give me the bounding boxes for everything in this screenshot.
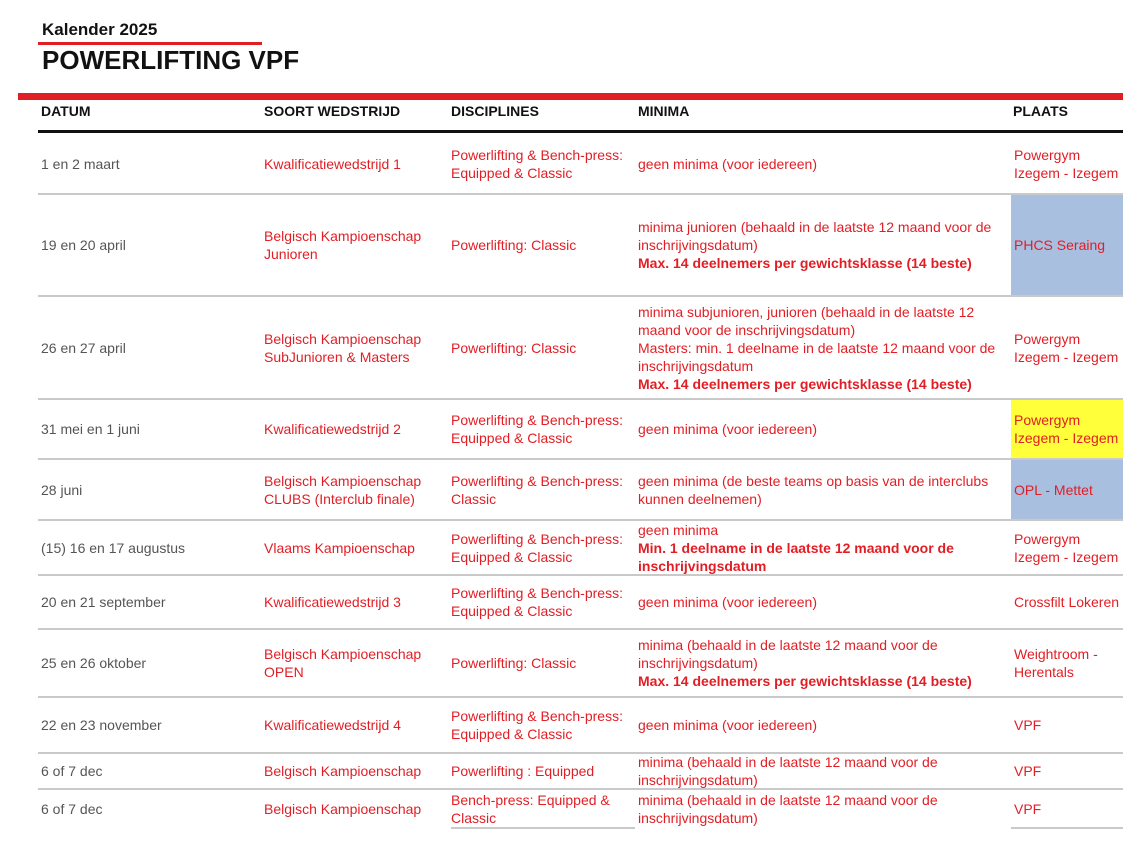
column-header-minima: MINIMA [638, 103, 690, 119]
place-cell [1011, 195, 1123, 295]
type-cell [264, 460, 444, 519]
type-cell-text: Vlaams Kampioenschap [264, 539, 415, 556]
disciplines-cell [451, 790, 635, 827]
table-row [0, 790, 1146, 827]
column-header-type: SOORT WEDSTRIJD [264, 103, 401, 119]
minima-cell [638, 297, 1010, 398]
minima-cell [638, 521, 1010, 574]
disciplines-cell [451, 460, 635, 519]
type-cell [264, 754, 444, 788]
subtitle: Kalender 2025 [42, 20, 158, 39]
date-cell-text: 1 en 2 maart [41, 156, 120, 172]
type-cell [264, 521, 444, 574]
type-cell-text: Kwalificatiewedstrijd 3 [264, 594, 401, 610]
minima-extra-text: Masters: min. 1 deelname in de laatste 12 maand voor de inschrijvingsdatum [638, 339, 996, 374]
place-cell [1013, 754, 1123, 788]
minima-text: minima (behaald in de laatste 12 maand voor de inschrijvingsdatum) [638, 754, 938, 788]
place-cell-text: Powergym Izegem - Izegem [1014, 530, 1119, 565]
table-row [0, 135, 1146, 193]
place-cell-text: Powergym Izegem - Izegem [1014, 330, 1119, 365]
minima-text: geen minima (voor iedereen) [638, 717, 817, 733]
place-cell [1013, 521, 1123, 574]
date-cell-text: 31 mei en 1 juni [41, 421, 140, 437]
table-row [0, 576, 1146, 628]
type-cell-text: Kwalificatiewedstrijd 2 [264, 421, 401, 437]
page-title: POWERLIFTING VPF [42, 45, 300, 75]
minima-text: minima subjunioren, junioren (behaald in de laatste 12 maand voor de inschrijvingsdatum) [638, 303, 975, 338]
column-header-date: DATUM [41, 103, 91, 119]
date-cell [41, 790, 256, 827]
type-cell-text: Belgisch Kampioenschap SubJunioren & Masters [264, 330, 422, 365]
disciplines-cell [451, 754, 635, 788]
disciplines-cell [451, 400, 635, 458]
disciplines-cell-text: Powerlifting & Bench-press: Equipped & Classic [451, 585, 623, 619]
place-cell [1013, 790, 1123, 827]
column-header-disciplines: DISCIPLINES [451, 103, 539, 119]
table-row [0, 698, 1146, 752]
table-row [0, 195, 1146, 295]
date-cell [41, 460, 256, 519]
place-cell [1013, 135, 1123, 193]
minima-cell [638, 135, 1010, 193]
date-cell [41, 195, 256, 295]
type-cell [264, 576, 444, 628]
type-cell-text: Belgisch Kampioenschap Junioren [264, 228, 422, 262]
table-row [0, 521, 1146, 574]
type-cell-text: Belgisch Kampioenschap [264, 763, 422, 779]
place-cell-text: Crossfilt Lokeren [1014, 594, 1120, 610]
type-cell [264, 195, 444, 295]
minima-cell [638, 576, 1010, 628]
minima-text: geen minima (voor iedereen) [638, 594, 817, 610]
type-cell-text: Belgisch Kampioenschap OPEN [264, 646, 422, 680]
disciplines-cell [451, 521, 635, 574]
place-cell [1013, 576, 1123, 628]
minima-cell [638, 460, 1010, 519]
table-row [0, 400, 1146, 458]
minima-text: geen minima [638, 521, 719, 538]
minima-bold-text: Max. 14 deelnemers per gewichtsklasse (14 beste) [638, 673, 972, 689]
date-cell [41, 135, 256, 193]
disciplines-cell [451, 698, 635, 752]
date-cell-text: 25 en 26 oktober [41, 655, 147, 671]
place-cell [1013, 297, 1123, 398]
disciplines-cell-text: Powerlifting & Bench-press: Equipped & Classic [451, 412, 623, 446]
date-cell [41, 754, 256, 788]
minima-cell [638, 698, 1010, 752]
minima-cell [638, 754, 1010, 788]
type-cell-text: Belgisch Kampioenschap [264, 800, 422, 817]
date-cell-text: 26 en 27 april [41, 339, 126, 356]
minima-bold-text: Max. 14 deelnemers per gewichtsklasse (14 beste) [638, 255, 972, 271]
date-cell-text: 19 en 20 april [41, 237, 126, 253]
disciplines-cell-text: Powerlifting: Classic [451, 339, 577, 356]
type-cell-text: Kwalificatiewedstrijd 1 [264, 156, 401, 172]
date-cell-text: 6 of 7 dec [41, 800, 103, 817]
disciplines-cell-text: Powerlifting : Equipped [451, 763, 595, 779]
date-cell [41, 630, 256, 696]
type-cell-text: Belgisch Kampioenschap CLUBS (Interclub finale) [264, 472, 422, 507]
disciplines-cell-text: Powerlifting & Bench-press: Equipped & Classic [451, 530, 623, 565]
date-cell-text: (15) 16 en 17 augustus [41, 539, 185, 556]
type-cell [264, 698, 444, 752]
disciplines-cell [451, 630, 635, 696]
type-cell [264, 630, 444, 696]
type-cell [264, 297, 444, 398]
type-cell [264, 400, 444, 458]
date-cell-text: 6 of 7 dec [41, 763, 103, 779]
disciplines-cell [451, 135, 635, 193]
minima-text: geen minima (de beste teams op basis van de interclubs kunnen deelnemen) [638, 472, 989, 507]
type-cell [264, 135, 444, 193]
place-cell-text: Weightroom - Herentals [1014, 646, 1098, 680]
disciplines-cell-text: Powerlifting: Classic [451, 237, 577, 253]
place-cell [1013, 698, 1123, 752]
place-cell-text: VPF [1014, 717, 1042, 733]
date-cell-text: 22 en 23 november [41, 717, 162, 733]
minima-cell [638, 400, 1010, 458]
disciplines-cell [451, 195, 635, 295]
type-cell-text: Kwalificatiewedstrijd 4 [264, 717, 401, 733]
place-cell-text: OPL - Mettet [1014, 481, 1093, 498]
date-cell [41, 576, 256, 628]
place-cell [1013, 630, 1123, 696]
minima-text: minima (behaald in de laatste 12 maand voor de inschrijvingsdatum) [638, 637, 938, 671]
date-cell [41, 698, 256, 752]
minima-cell [638, 630, 1010, 696]
minima-text: geen minima (voor iedereen) [638, 421, 817, 437]
minima-bold-text: Min. 1 deelname in de laatste 12 maand voor de inschrijvingsdatum [638, 539, 954, 574]
disciplines-cell-text: Powerlifting: Classic [451, 655, 577, 671]
date-cell [41, 521, 256, 574]
table-row [0, 754, 1146, 788]
type-cell [264, 790, 444, 827]
disciplines-cell [451, 297, 635, 398]
disciplines-cell-text: Bench-press: Equipped & Classic [451, 791, 610, 826]
column-header-place: PLAATS [1013, 103, 1068, 119]
minima-cell [638, 790, 1010, 827]
date-cell [41, 297, 256, 398]
disciplines-cell-text: Powerlifting & Bench-press: Equipped & Classic [451, 147, 623, 181]
minima-cell [638, 195, 1010, 295]
header-underline [38, 130, 1123, 133]
date-cell [41, 400, 256, 458]
place-cell-text: VPF [1014, 763, 1042, 779]
table-bottom-line [1011, 827, 1123, 829]
minima-bold-text: Max. 14 deelnemers per gewichtsklasse (14 beste) [638, 375, 972, 392]
table-row [0, 297, 1146, 398]
row-separator [451, 827, 635, 829]
place-cell [1011, 400, 1123, 458]
minima-text: geen minima (voor iedereen) [638, 156, 817, 172]
date-cell-text: 20 en 21 september [41, 594, 166, 610]
red-divider [18, 93, 1123, 100]
minima-text: minima (behaald in de laatste 12 maand voor de inschrijvingsdatum) [638, 791, 938, 826]
disciplines-cell-text: Powerlifting & Bench-press: Classic [451, 472, 623, 507]
place-cell-text: Powergym Izegem - Izegem [1014, 147, 1119, 181]
minima-text: minima junioren (behaald in de laatste 12 maand voor de inschrijvingsdatum) [638, 219, 992, 253]
table-row [0, 460, 1146, 519]
place-cell-text: PHCS Seraing [1014, 237, 1106, 253]
place-cell-text: VPF [1014, 800, 1042, 817]
disciplines-cell-text: Powerlifting & Bench-press: Equipped & Classic [451, 708, 623, 742]
place-cell-text: Powergym Izegem - Izegem [1014, 412, 1119, 446]
date-cell-text: 28 juni [41, 481, 83, 498]
table-row [0, 630, 1146, 696]
place-cell [1011, 460, 1123, 519]
disciplines-cell [451, 576, 635, 628]
